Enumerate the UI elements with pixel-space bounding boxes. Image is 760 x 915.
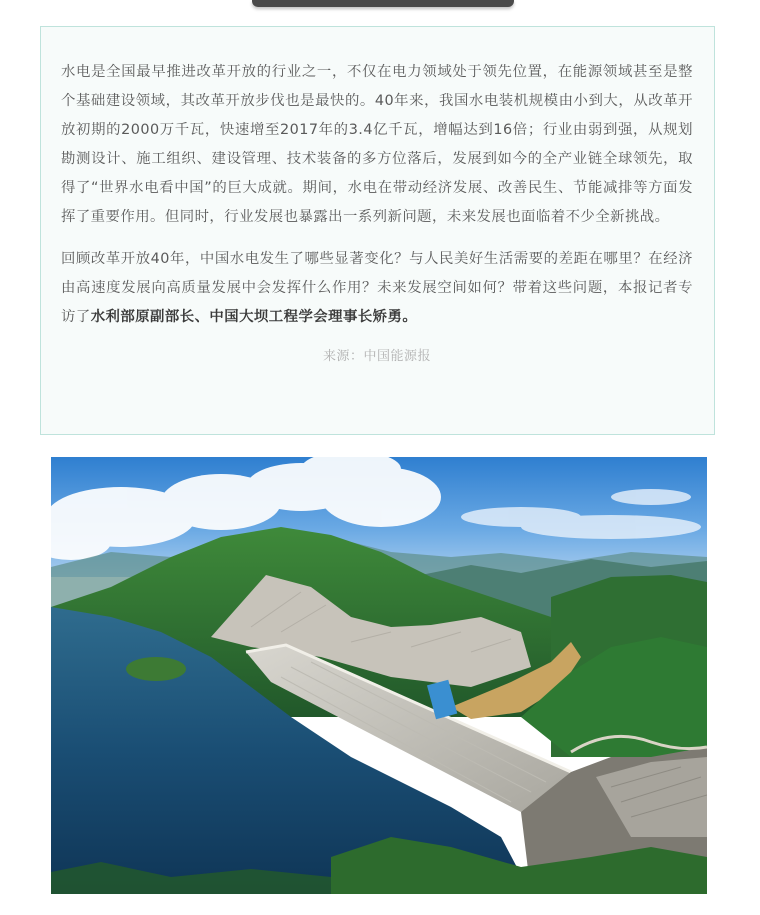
intro-paragraph-2-text: 回顾改革开放40年，中国水电发生了哪些显著变化？与人民美好生活需要的差距在哪里？在经济由高速度发展向高质量发展中会发挥什么作用？未来发展空间如何？带着这些问题，本报记者专访了 (61, 251, 693, 325)
intro-paragraph-1: 水电是全国最早推进改革开放的行业之一，不仅在电力领域处于领先位置，在能源领域甚至是整个基础建设领域，其改革开放步伐也是最快的。40年来，我国水电装机规模由小到大，从改革开放初期的2000万千瓦，快速增至2017年的3.4亿千瓦，增幅达到16倍；行业由弱到强，从规划勘测设计、施工组织、建设管理、技术装备的多方位落后，发展到如今的全产业链全球领先，取得了“世界水电看中国”的巨大成就。期间，水电在带动经济发展、改善民生、节能减排等方面发挥了重要作用。但同时，行业发展也暴露出一系列新问题，未来发展也面临着不少全新挑战。 (61, 64, 693, 225)
dam-photo (51, 457, 707, 894)
top-tab-decoration (252, 0, 514, 7)
intro-paragraph-2 (61, 245, 693, 332)
interviewee-title: 水利部原副部长、中国大坝工程学会理事长矫勇。 (90, 309, 418, 325)
intro-card (40, 26, 715, 435)
source-credit: 来源：中国能源报 (322, 349, 431, 364)
